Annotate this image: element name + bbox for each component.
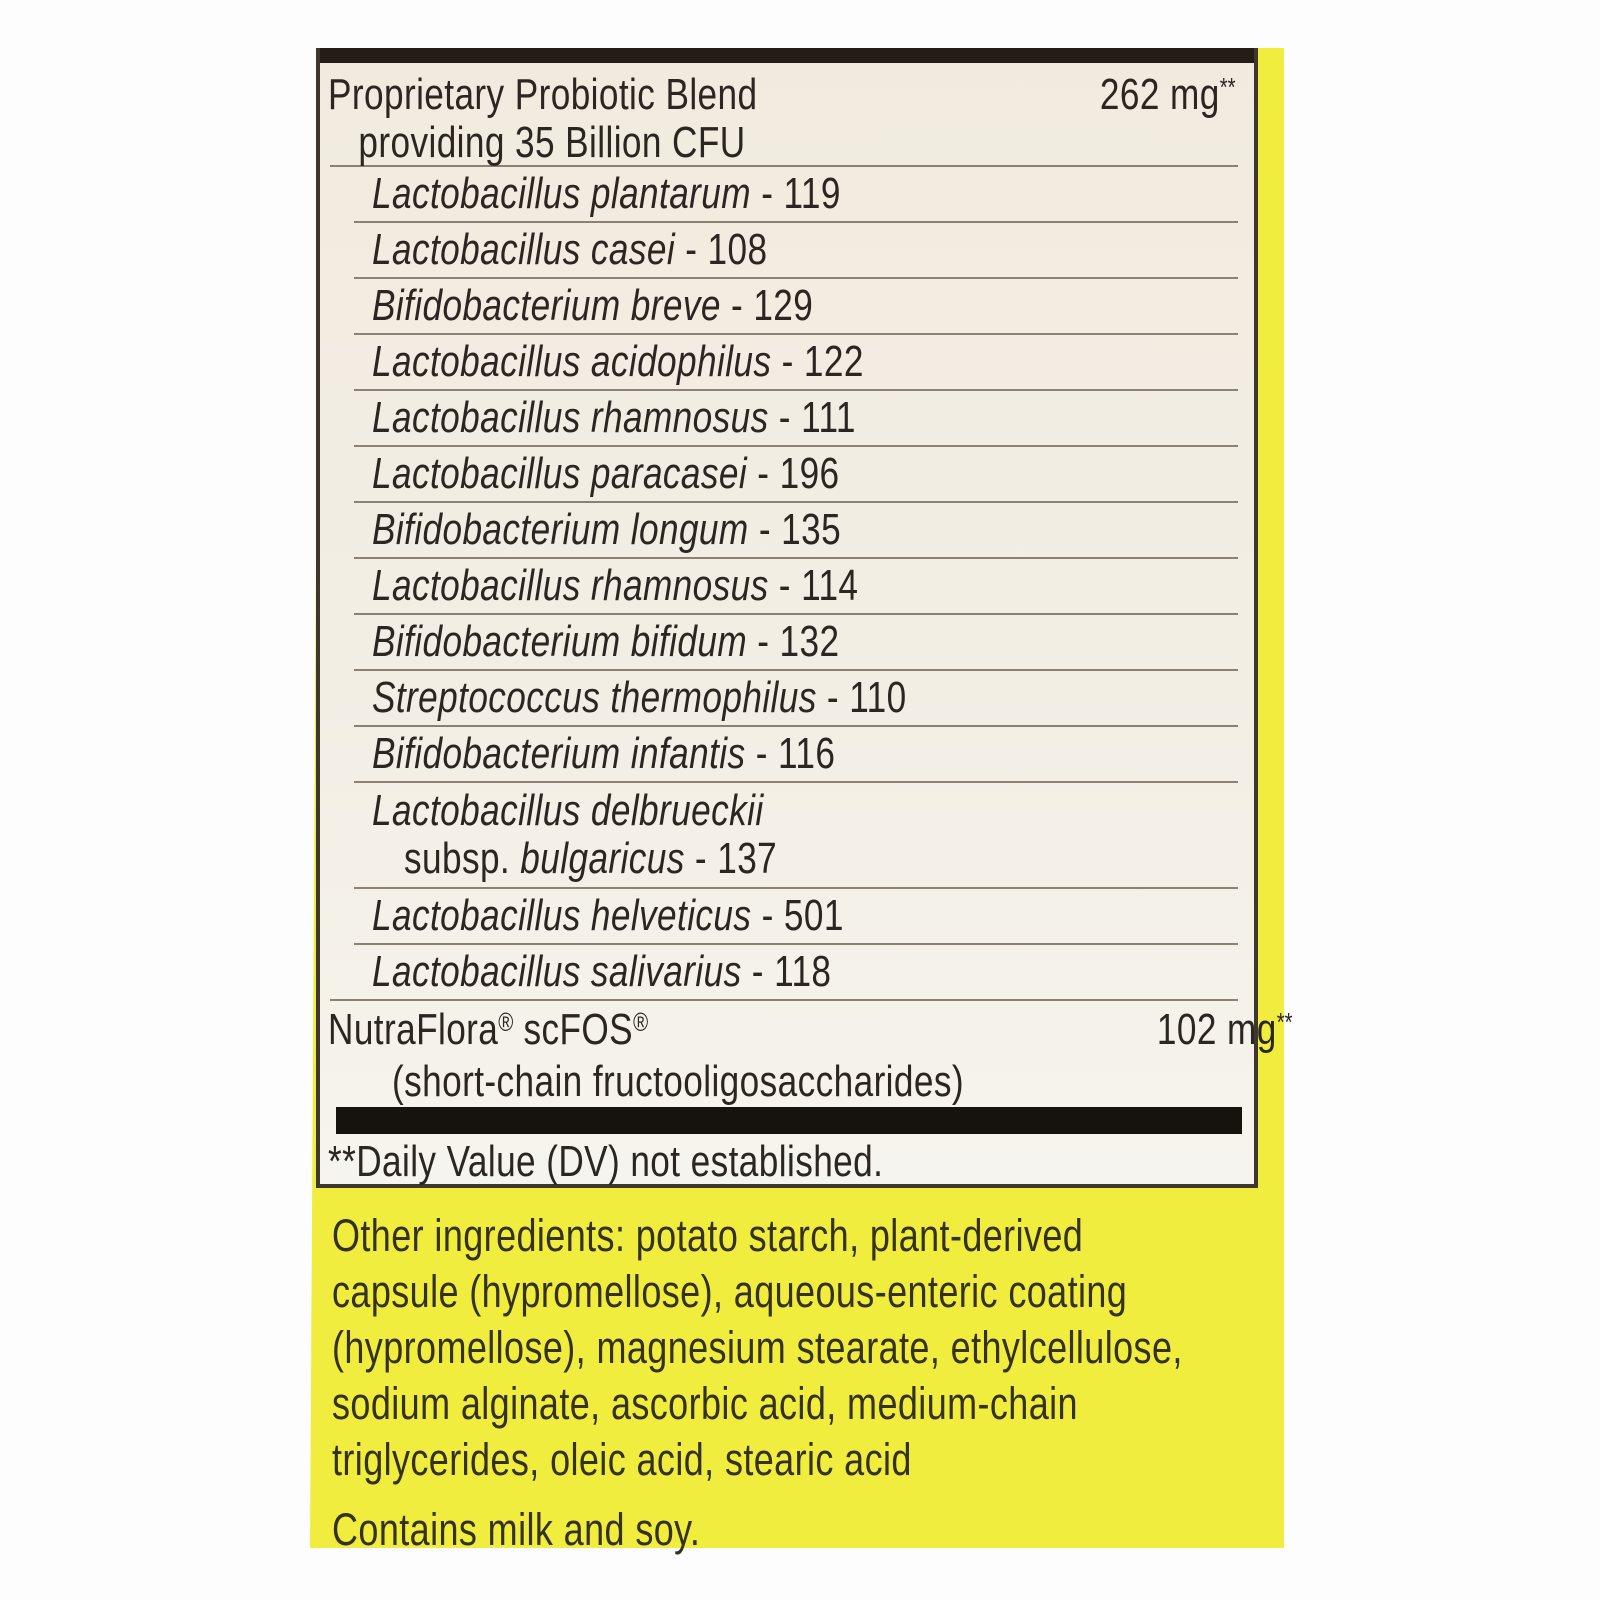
nutraflora-row	[320, 1001, 1293, 1106]
strain-line	[372, 279, 813, 333]
other-ingredients-line-text: capsule (hypromellose), aqueous-enteric coating	[332, 1266, 1128, 1317]
strain-number: - 111	[768, 393, 856, 442]
strain-row	[320, 559, 1254, 613]
strain-species-name: Lactobacillus delbrueckii	[372, 786, 764, 835]
other-ingredients-line-text: (hypromellose), magnesium stearate, ethylcellulose,	[332, 1322, 1183, 1373]
strain-species-name: Lactobacillus salivarius	[372, 947, 742, 996]
strain-species-name: Bifidobacterium breve	[372, 281, 721, 330]
strain-line	[372, 945, 831, 999]
other-ingredients-line	[332, 1432, 1262, 1488]
other-ingredients-line-text: triglycerides, oleic acid, stearic acid	[332, 1434, 912, 1485]
footnote-marker: **	[1220, 74, 1236, 103]
strain-number: - 129	[720, 281, 814, 330]
strain-list	[320, 167, 1254, 1001]
blend-subtitle: providing 35 Billion CFU	[358, 118, 746, 167]
strain-line	[372, 889, 844, 943]
panel-top-bar	[320, 48, 1254, 63]
strain-line	[372, 615, 839, 669]
nutraflora-title-block	[328, 1007, 1123, 1105]
subspecies-name: bulgaricus	[520, 834, 685, 883]
strain-number: - 137	[684, 834, 778, 883]
strain-species-name: Streptococcus thermophilus	[372, 673, 817, 722]
strain-species-name: Lactobacillus casei	[372, 225, 676, 274]
strain-number: - 116	[745, 729, 836, 778]
strain-line	[372, 223, 767, 277]
strain-row	[320, 447, 1254, 501]
other-ingredients-line	[332, 1208, 1262, 1264]
strain-line	[372, 559, 858, 613]
strain-species-name: Bifidobacterium bifidum	[372, 617, 748, 666]
divider-bar	[336, 1107, 1242, 1134]
strain-number: - 196	[747, 449, 840, 498]
daily-value-footnote: **Daily Value (DV) not established.	[328, 1137, 884, 1186]
strain-row	[320, 167, 1254, 221]
strain-species-name: Lactobacillus acidophilus	[372, 337, 772, 386]
other-ingredients-line	[332, 1376, 1262, 1432]
strain-row	[320, 945, 1254, 999]
strain-line	[372, 335, 864, 389]
blend-header-row	[320, 63, 1254, 165]
strain-subspecies-line	[372, 835, 1078, 883]
blend-name: Proprietary Probiotic Blend	[328, 70, 758, 119]
strain-number: - 114	[768, 561, 859, 610]
registered-mark: ®	[498, 1009, 514, 1038]
other-ingredients-text	[332, 1208, 1262, 1488]
strain-row	[320, 727, 1254, 781]
strain-number: - 118	[741, 947, 832, 996]
nutraflora-subtitle: (short-chain fructooligosaccharides)	[392, 1057, 964, 1106]
strain-line	[372, 503, 841, 557]
other-ingredients-line	[332, 1320, 1262, 1376]
strain-row	[320, 223, 1254, 277]
nutraflora-amount: 102 mg**	[1156, 1005, 1293, 1054]
strain-species-name: Lactobacillus paracasei	[372, 449, 748, 498]
strain-row	[320, 889, 1254, 943]
strain-row	[320, 279, 1254, 333]
strain-row	[320, 783, 1254, 887]
strain-line	[372, 727, 835, 781]
strain-number: - 132	[747, 617, 840, 666]
nutraflora-name: NutraFlora® scFOS®	[328, 1005, 649, 1054]
strain-row	[320, 671, 1254, 725]
other-ingredients-line	[332, 1264, 1262, 1320]
other-ingredients-block	[316, 1196, 1262, 1558]
strain-species-name: Lactobacillus helveticus	[372, 891, 752, 940]
supplement-facts-panel	[316, 48, 1293, 1188]
subspecies-prefix: subsp.	[404, 834, 521, 883]
strain-number: - 135	[748, 505, 842, 554]
strain-number: - 108	[675, 225, 768, 274]
strain-species-name: Bifidobacterium longum	[372, 505, 749, 554]
registered-mark: ®	[633, 1009, 649, 1038]
other-ingredients-line-text: Other ingredients: potato starch, plant-derived	[332, 1210, 1084, 1261]
strain-line	[372, 391, 856, 445]
footnote-marker: **	[1276, 1009, 1293, 1038]
strain-line	[372, 787, 764, 835]
strain-number: - 119	[751, 169, 841, 218]
strain-species-name: Lactobacillus rhamnosus	[372, 561, 769, 610]
strain-species-name: Lactobacillus plantarum	[372, 169, 752, 218]
blend-title-block	[328, 71, 865, 167]
strain-row	[320, 335, 1254, 389]
strain-number: - 110	[816, 673, 907, 722]
strain-line	[372, 167, 841, 221]
strain-species-name: Lactobacillus rhamnosus	[372, 393, 769, 442]
strain-line	[372, 447, 840, 501]
strain-species-name: Bifidobacterium infantis	[372, 729, 746, 778]
blend-amount: 262 mg**	[1100, 70, 1236, 119]
strain-line	[372, 671, 907, 725]
strain-number: - 122	[771, 337, 864, 386]
strain-row	[320, 503, 1254, 557]
other-ingredients-line-text: sodium alginate, ascorbic acid, medium-chain	[332, 1378, 1078, 1429]
strain-row	[320, 615, 1254, 669]
strain-number: - 501	[751, 891, 844, 940]
strain-row	[320, 391, 1254, 445]
allergen-statement: Contains milk and soy.	[332, 1504, 701, 1555]
